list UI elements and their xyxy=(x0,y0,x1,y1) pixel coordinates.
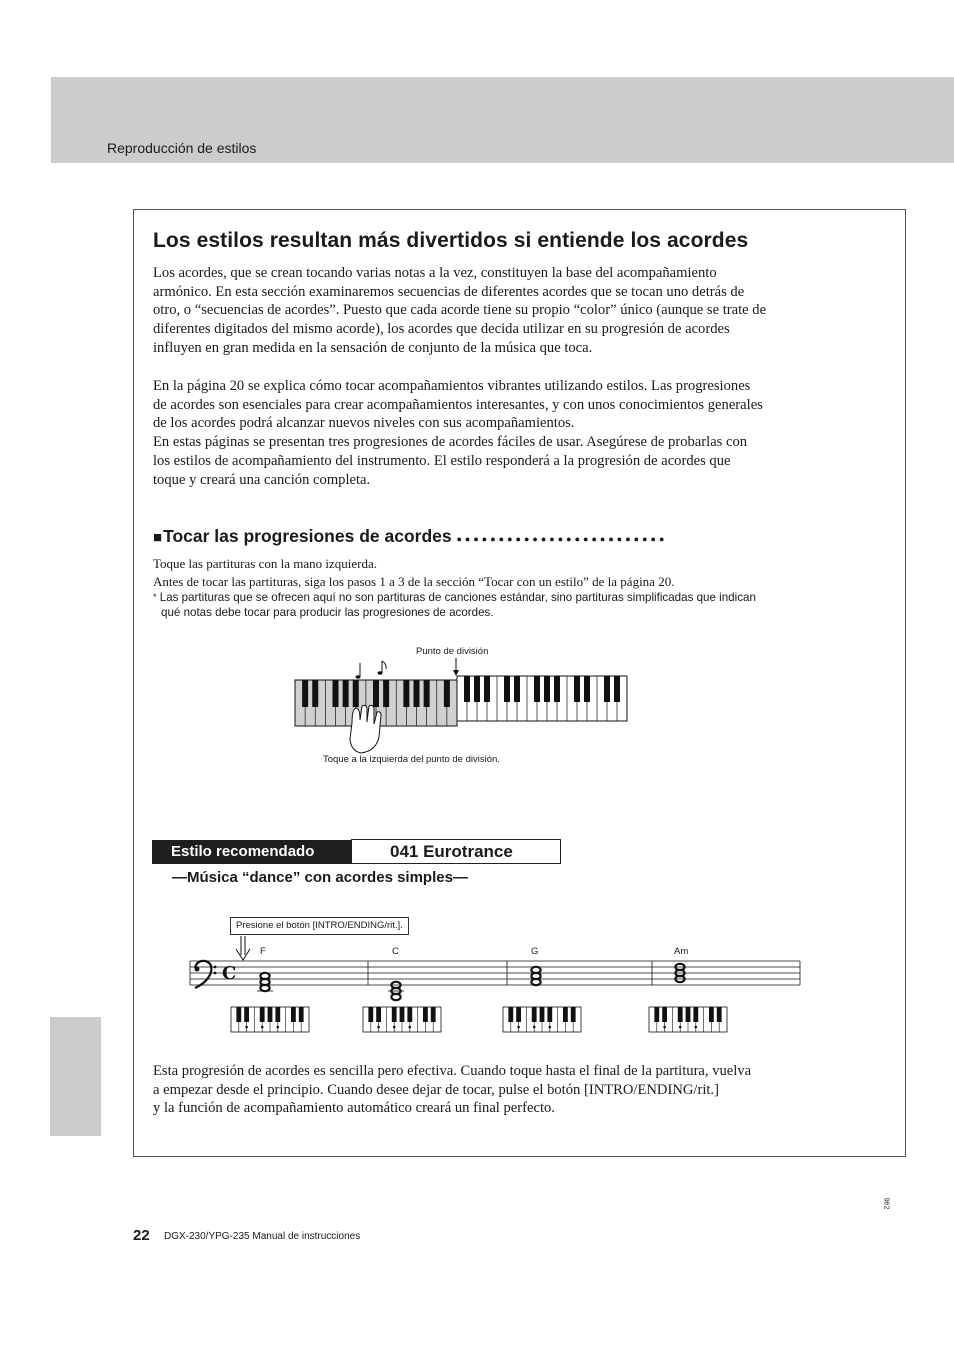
common-time-icon: C xyxy=(222,963,237,984)
text-line: los estilos de acompañamiento del instrumento. El estilo responderá a la progresión de acordes que xyxy=(153,452,731,469)
text-line: de los acordes podrá alcanzar nuevos niveles con sus acompañamientos. xyxy=(153,415,575,432)
text-line: Los acordes, que se crean tocando varias notas a la vez, constituyen la base del acompañamiento xyxy=(153,265,717,281)
text-line: a empezar desde el principio. Cuando desee dejar de tocar, pulse el botón [INTRO/ENDING/rit.] xyxy=(153,1081,719,1098)
split-point-label: Punto de división xyxy=(416,646,489,657)
note-line: qué notas debe tocar para producir las progresiones de acordes. xyxy=(161,606,494,619)
closing-paragraph xyxy=(153,1062,833,1118)
chord-name: C xyxy=(392,946,399,957)
instruction-2: Antes de tocar las partituras, siga los pasos 1 a 3 de la sección “Tocar con un estilo” de la página 20. xyxy=(153,574,675,589)
text-line: de acordes son esenciales para crear acompañamientos interesantes, y con unos conocimientos generales xyxy=(153,396,763,413)
print-code: 962 xyxy=(882,1197,890,1210)
music-notes-icon xyxy=(356,661,387,679)
intro-paragraph-1 xyxy=(153,264,833,358)
text-line: armónico. En esta sección examinaremos secuencias de diferentes acordes que se tocan uno detrás de xyxy=(153,283,745,300)
text-line: otro, o “secuencias de acordes”. Puesto que cada acorde tiene su propio “color” único (aunque se trate de xyxy=(153,302,767,319)
text-line: y la función de acompañamiento automático creará un final perfecto. xyxy=(153,1100,555,1117)
chord-name: G xyxy=(531,946,539,957)
style-name: 041 Eurotrance xyxy=(351,839,561,864)
section-heading xyxy=(153,526,667,547)
manual-title: DGX-230/YPG-235 Manual de instrucciones xyxy=(164,1231,361,1242)
keyboard-caption: Toque a la izquierda del punto de división. xyxy=(323,754,500,765)
style-subtitle: —Música “dance” con acordes simples— xyxy=(172,869,468,886)
intro-ending-callout: Presione el botón [INTRO/ENDING/rit.]. xyxy=(230,917,409,935)
bass-clef-icon xyxy=(195,961,217,988)
running-header: Reproducción de estilos xyxy=(107,140,257,156)
note-line: Las partituras que se ofrecen aquí no son partituras de canciones estándar, sino partituras simplificadas que indican xyxy=(159,591,756,604)
page-number: 22 xyxy=(133,1227,150,1244)
square-bullet-icon: ■ xyxy=(153,529,163,546)
instruction-1: Toque las partituras con la mano izquierda. xyxy=(153,556,377,571)
text-line: influyen en gran medida en la sensación de conjunto de la música que toca. xyxy=(153,339,593,356)
keyboard-illustration xyxy=(290,655,635,755)
text-line: En estas páginas se presentan tres progresiones de acordes fáciles de usar. Asegúrese de probarlas con xyxy=(153,434,748,451)
chord-name: Am xyxy=(674,946,689,957)
page-title: Los estilos resultan más divertidos si entiende los acordes xyxy=(153,229,749,252)
text-line: diferentes digitados del mismo acorde), los acordes que decida utilizar en su progresión de acordes xyxy=(153,321,730,338)
press-arrow-icon xyxy=(236,936,250,960)
text-line: Esta progresión de acordes es sencilla pero efectiva. Cuando toque hasta el final de la partitura, vuelva xyxy=(153,1063,752,1079)
chord-score xyxy=(185,935,805,1040)
note xyxy=(153,590,823,620)
section-heading-text: Tocar las progresiones de acordes xyxy=(163,526,452,546)
chord-name: F xyxy=(260,946,266,957)
dot-leader: ●●●●●●●●●●●●●●●●●●●●●●●●● xyxy=(456,534,668,544)
asterisk: * xyxy=(153,592,157,602)
intro-paragraph-2 xyxy=(153,377,833,489)
recommended-style-label: Estilo recomendado xyxy=(152,840,351,864)
text-line: toque y creará una canción completa. xyxy=(153,471,371,488)
text-line: En la página 20 se explica cómo tocar acompañamientos vibrantes utilizando estilos. Las progresiones xyxy=(153,378,751,394)
side-thumb-tab xyxy=(50,1017,101,1136)
